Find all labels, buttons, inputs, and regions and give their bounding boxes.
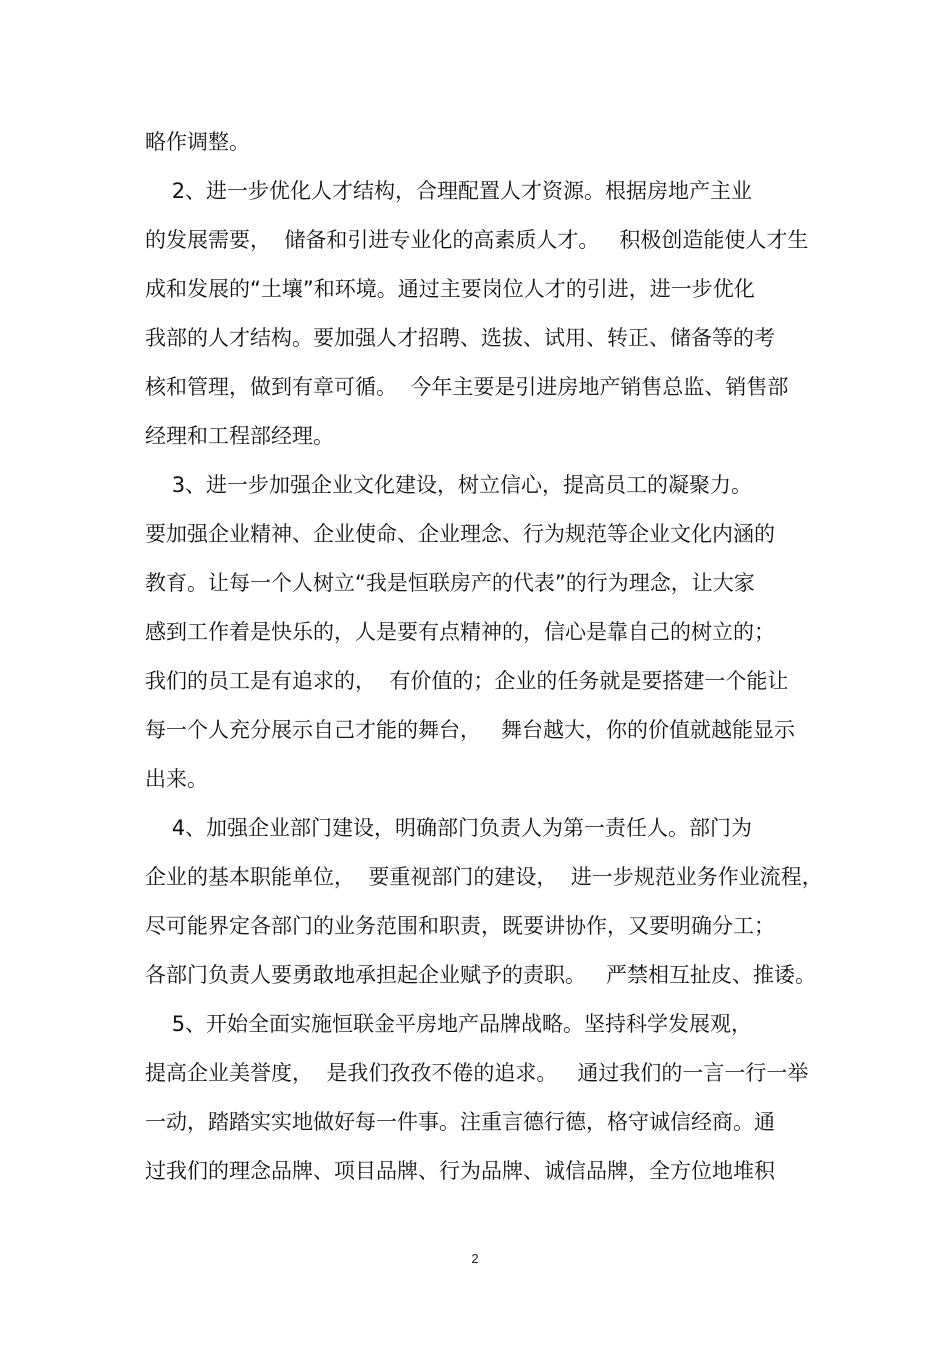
text-line: 经理和工程部经理。: [145, 424, 334, 448]
text-line: 每一个人充分展示自己才能的舞台， 舞台越大，你的价值就越能显示: [145, 718, 796, 742]
text-line: 5、开始全面实施恒联金平房地产品牌战略。坚持科学发展观，: [145, 1012, 753, 1036]
text-line: 2、进一步优化人才结构，合理配置人才资源。根据房地产主业: [145, 179, 753, 203]
text-line: 我部的人才结构。要加强人才招聘、选拔、试用、转正、储备等的考: [145, 326, 775, 350]
text-line: 成和发展的“土壤”和环境。通过主要岗位人才的引进，进一步优化: [145, 277, 755, 301]
text-line: 企业的基本职能单位， 要重视部门的建设， 进一步规范业务作业流程，: [145, 865, 823, 889]
text-line: 3、进一步加强企业文化建设，树立信心，提高员工的凝聚力。: [145, 473, 753, 497]
text-line: 略作调整。: [145, 130, 250, 154]
body-text: [145, 118, 835, 1196]
text-line: 过我们的理念品牌、项目品牌、行为品牌、诚信品牌，全方位地堆积: [145, 1159, 775, 1183]
text-line: 尽可能界定各部门的业务范围和职责，既要讲协作，又要明确分工；: [145, 914, 775, 938]
text-line: 一动，踏踏实实地做好每一件事。注重言德行德，格守诚信经商。通: [145, 1110, 775, 1134]
text-line: 各部门负责人要勇敢地承担起企业赋予的责职。 严禁相互扯皮、推诿。: [145, 963, 817, 987]
text-line: 感到工作着是快乐的，人是要有点精神的，信心是靠自己的树立的；: [145, 620, 775, 644]
text-line: 4、加强企业部门建设，明确部门负责人为第一责任人。部门为: [145, 816, 753, 840]
text-line: 我们的员工是有追求的， 有价值的；企业的任务就是要搭建一个能让: [145, 669, 789, 693]
text-line: 提高企业美誉度， 是我们孜孜不倦的追求。 通过我们的一言一行一举: [145, 1061, 809, 1085]
page-number: 2: [471, 1251, 479, 1266]
text-line: 出来。: [145, 767, 208, 791]
text-line: 的发展需要， 储备和引进专业化的高素质人才。 积极创造能使人才生: [145, 228, 809, 252]
text-line: 要加强企业精神、企业使命、企业理念、行为规范等企业文化内涵的: [145, 522, 775, 546]
text-line: 核和管理，做到有章可循。 今年主要是引进房地产销售总监、销售部: [145, 375, 789, 399]
text-line: 教育。让每一个人树立“我是恒联房产的代表”的行为理念，让大家: [145, 571, 755, 595]
